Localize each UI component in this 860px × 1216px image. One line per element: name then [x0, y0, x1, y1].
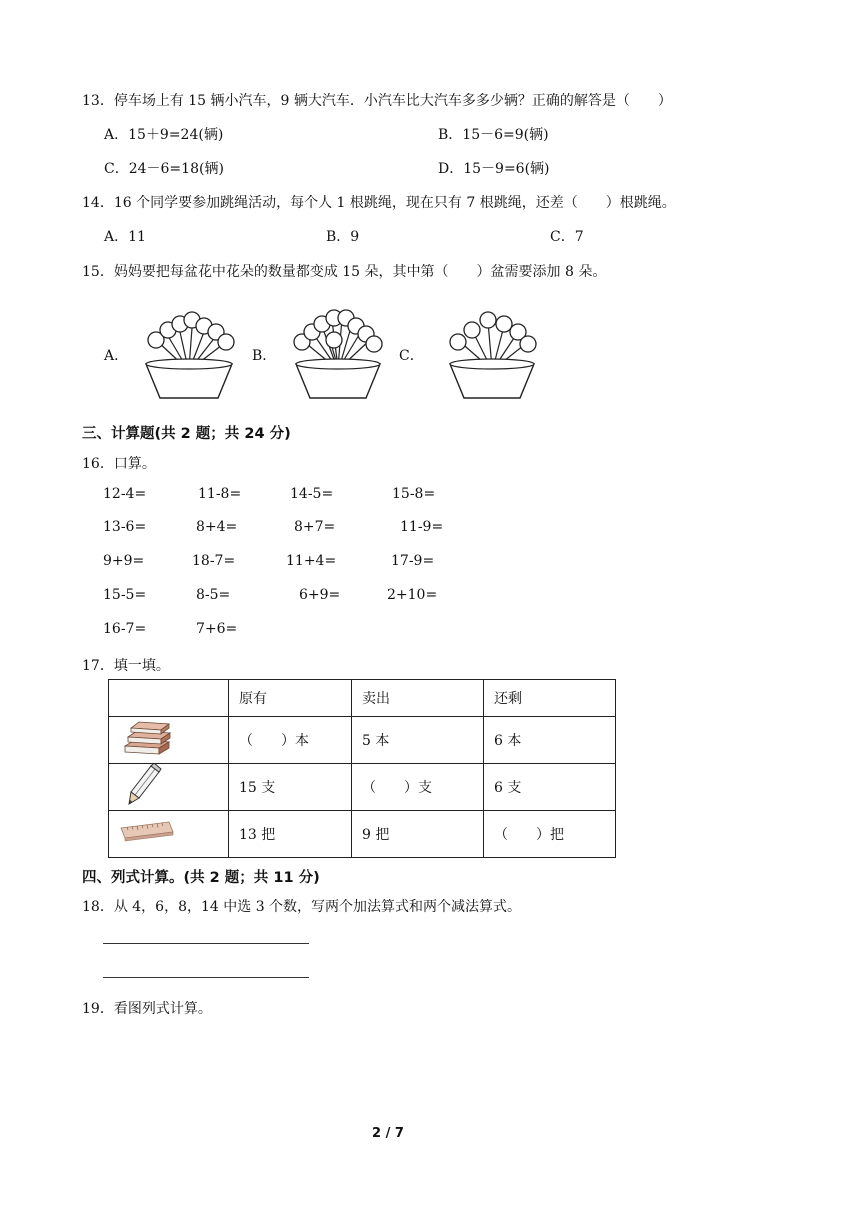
pencil-cell — [109, 764, 229, 811]
q13-option-c: C．24－6=18(辆) — [104, 161, 224, 177]
calc-item: 7+6= — [196, 621, 238, 637]
table-cell: （ ）本 — [229, 717, 352, 764]
answer-line — [103, 977, 309, 978]
q15-option-c: C． — [399, 348, 424, 364]
calc-item: 16-7= — [103, 621, 147, 637]
section-3-heading: 三、计算题(共 2 题；共 24 分) — [82, 426, 291, 442]
calc-item: 11-9= — [400, 519, 444, 535]
calc-item: 8+4= — [196, 519, 238, 535]
calc-item: 18-7= — [192, 553, 236, 569]
calc-item: 9+9= — [103, 553, 145, 569]
table-corner-cell — [109, 680, 229, 717]
table-cell: 13 把 — [229, 811, 352, 858]
table-cell: 15 支 — [229, 764, 352, 811]
q14-option-c: C．7 — [550, 229, 584, 245]
table-row — [109, 717, 616, 764]
table-cell: 6 本 — [484, 717, 616, 764]
calc-item: 15-8= — [392, 486, 436, 502]
pencil-icon — [125, 764, 165, 806]
q13-option-b: B．15－6=9(辆) — [438, 127, 549, 143]
flower-pot-c-icon — [444, 304, 540, 402]
q13-option-a: A．15＋9=24(辆) — [104, 127, 224, 143]
ruler-cell — [109, 811, 229, 858]
calc-item: 8-5= — [196, 587, 231, 603]
calc-item: 11-8= — [198, 486, 242, 502]
table-header: 原有 — [229, 680, 352, 717]
table-cell: （ ）支 — [352, 764, 484, 811]
q17-stem: 17．填一填。 — [82, 658, 170, 674]
calc-item: 12-4= — [103, 486, 147, 502]
flower-pot-b-icon — [290, 304, 386, 402]
q18-stem: 18．从 4，6，8，14 中选 3 个数，写两个加法算式和两个减法算式。 — [82, 899, 522, 915]
q16-stem: 16．口算。 — [82, 456, 156, 472]
q13-stem: 13．停车场上有 15 辆小汽车，9 辆大汽车．小汽车比大汽车多多少辆？正确的解答是（ ） — [82, 93, 672, 109]
calc-item: 15-5= — [103, 587, 147, 603]
answer-line — [103, 943, 309, 944]
calc-item: 17-9= — [391, 553, 435, 569]
page-number: 2 / 7 — [372, 1126, 404, 1141]
books-icon — [119, 720, 173, 756]
q15-option-a: A． — [104, 348, 129, 364]
table-row — [109, 811, 616, 858]
q14-stem: 14．16 个同学要参加跳绳活动，每个人 1 根跳绳，现在只有 7 根跳绳，还差（ ）根跳绳。 — [82, 195, 676, 211]
calc-item: 13-6= — [103, 519, 147, 535]
table-cell: 9 把 — [352, 811, 484, 858]
table-cell: 6 支 — [484, 764, 616, 811]
q13-option-d: D．15－9=6(辆) — [438, 161, 550, 177]
q15-stem: 15．妈妈要把每盆花中花朵的数量都变成 15 朵，其中第（ ）盆需要添加 8 朵。 — [82, 264, 607, 280]
calc-item: 6+9= — [299, 587, 341, 603]
ruler-icon — [119, 820, 175, 844]
table-header: 卖出 — [352, 680, 484, 717]
calc-item: 14-5= — [290, 486, 334, 502]
calc-item: 8+7= — [294, 519, 336, 535]
table-row — [109, 764, 616, 811]
section-4-heading: 四、列式计算。(共 2 题；共 11 分) — [82, 870, 320, 886]
calc-item: 11+4= — [286, 553, 337, 569]
q14-option-b: B．9 — [326, 229, 360, 245]
table-cell: （ ）把 — [484, 811, 616, 858]
fill-table — [108, 679, 616, 858]
table-cell: 5 本 — [352, 717, 484, 764]
table-header: 还剩 — [484, 680, 616, 717]
q19-stem: 19．看图列式计算。 — [82, 1001, 212, 1017]
flower-pot-a-icon — [138, 306, 240, 402]
q15-option-b: B． — [252, 348, 277, 364]
calc-item: 2+10= — [387, 587, 438, 603]
books-cell — [109, 717, 229, 764]
q14-option-a: A．11 — [104, 229, 146, 245]
